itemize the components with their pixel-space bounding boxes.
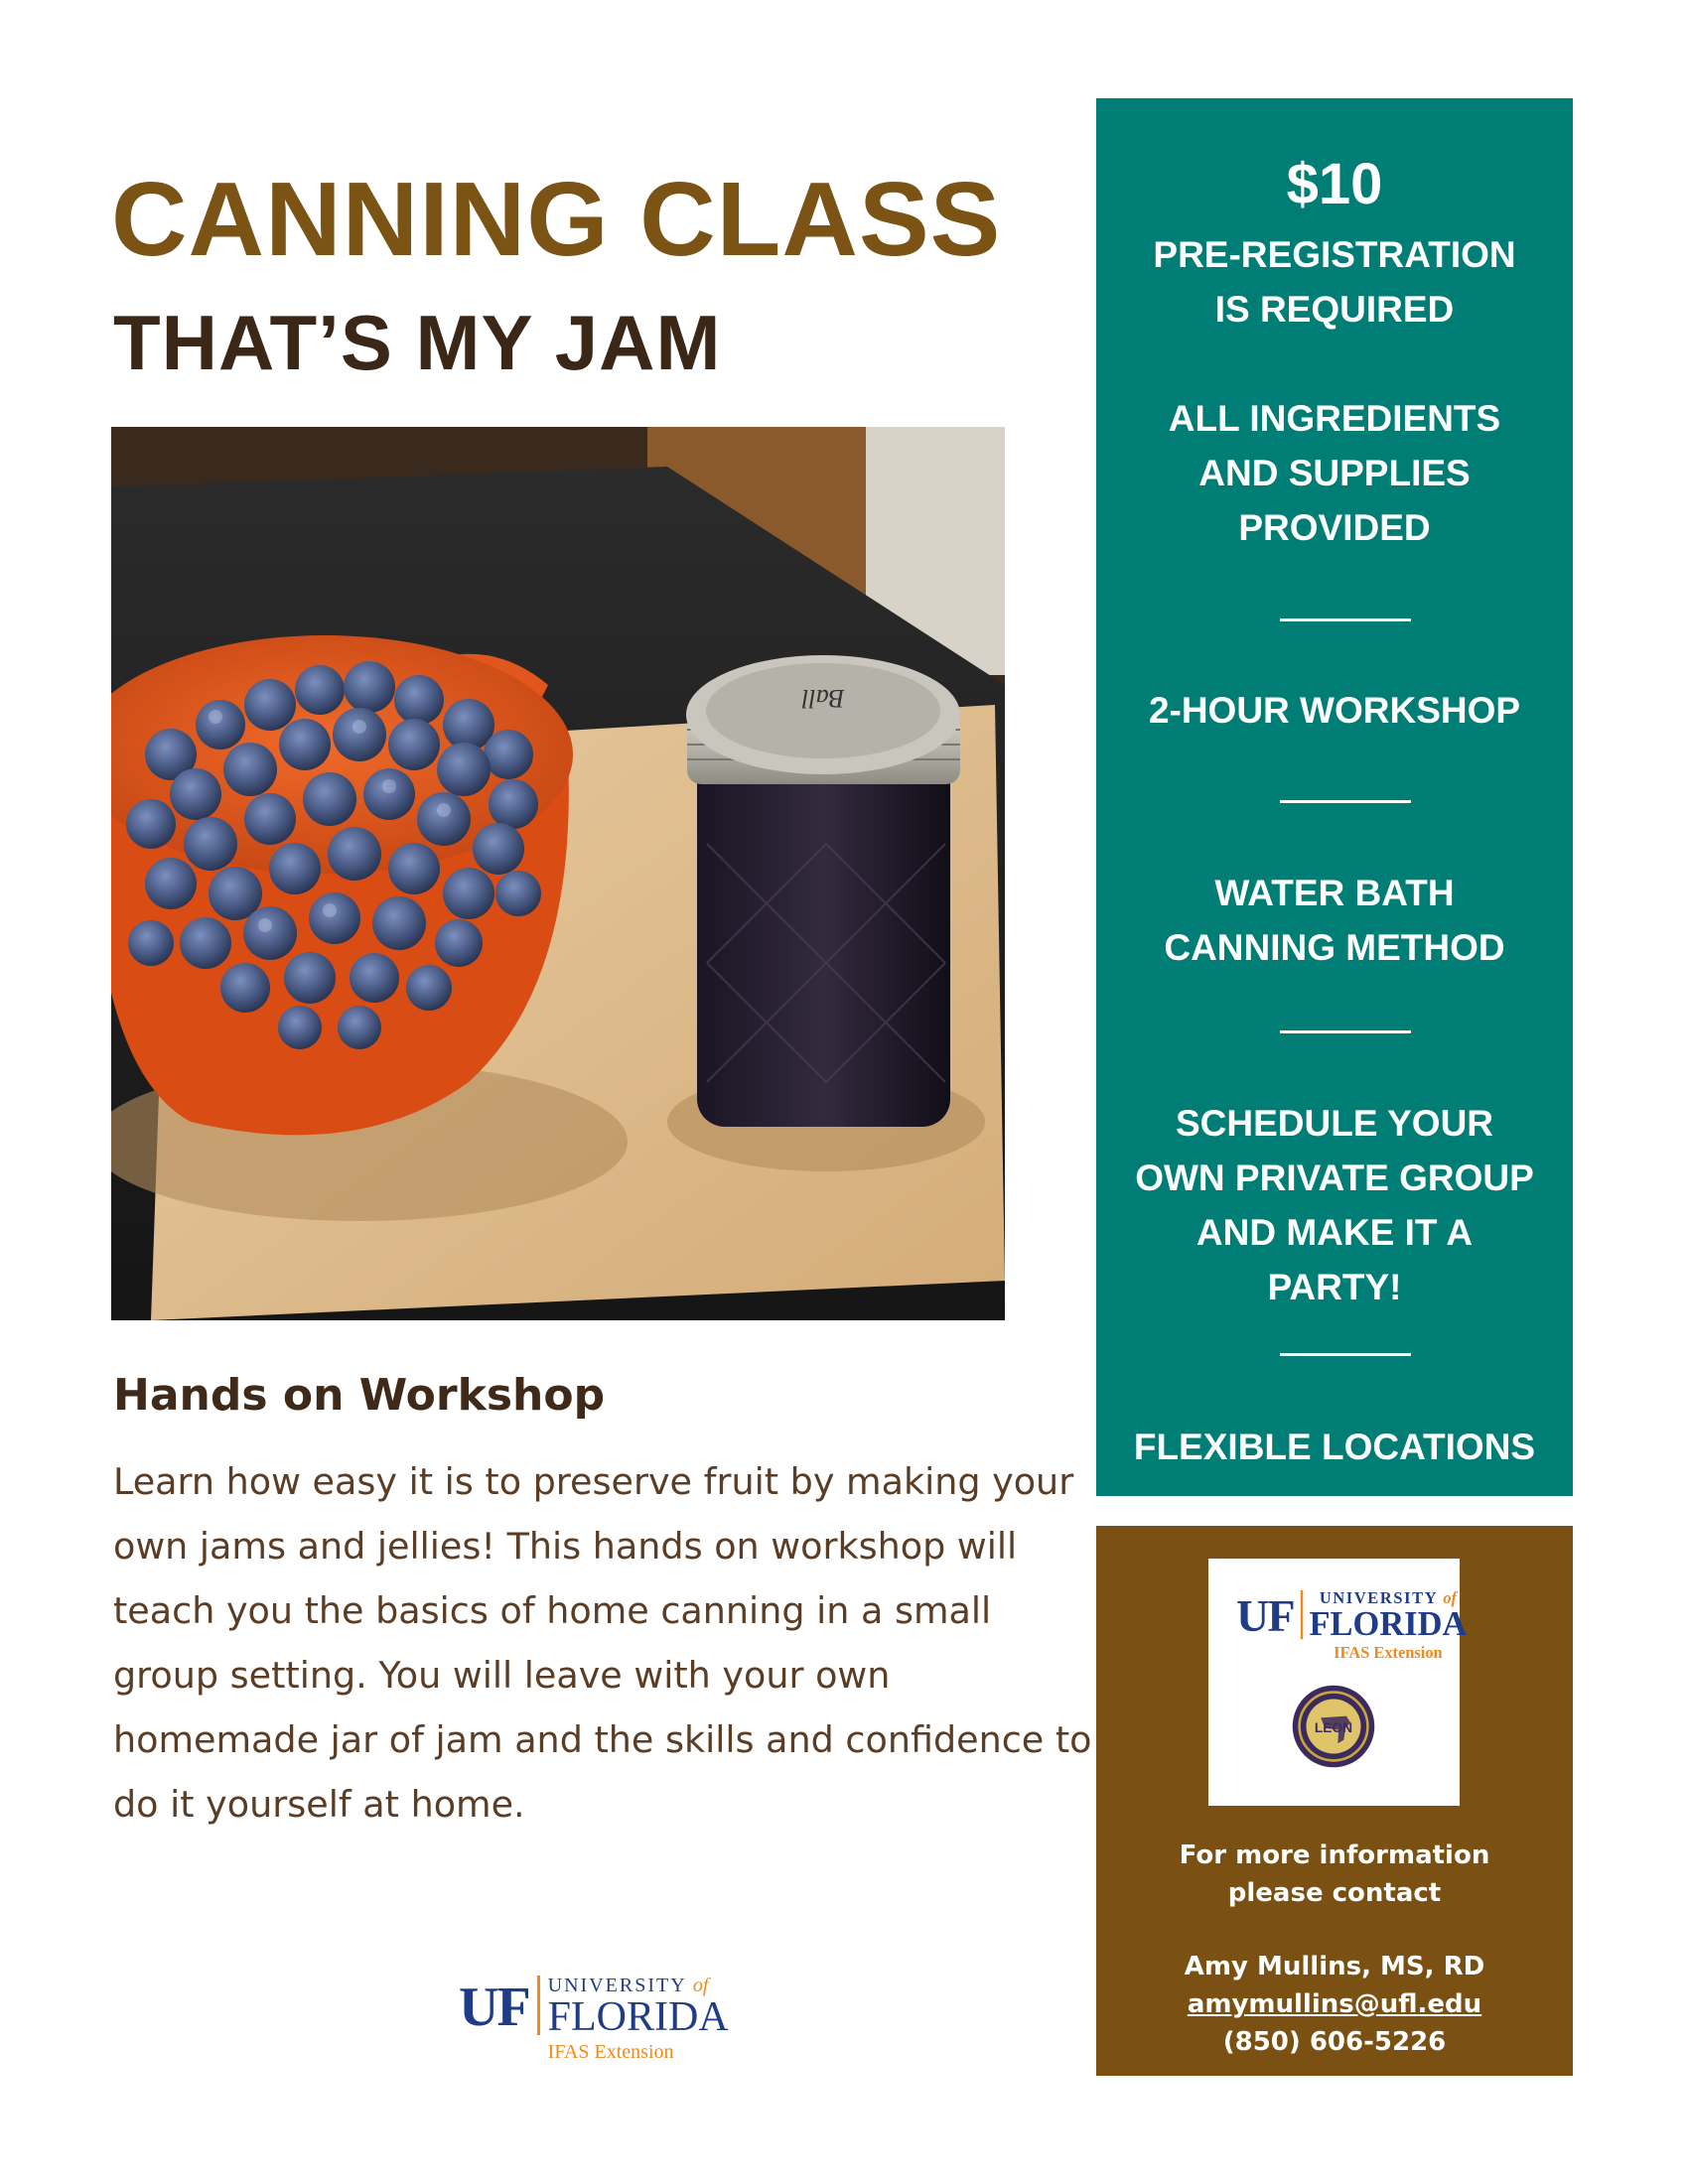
- private-group-line-3: AND MAKE IT A: [1196, 1212, 1474, 1253]
- jar-lid-text: Ball: [801, 684, 845, 713]
- details-panel: [1096, 98, 1573, 1496]
- contact-phone: (850) 606-5226: [1222, 2027, 1447, 2057]
- supplies-line-3: PROVIDED: [1238, 507, 1431, 548]
- uf-ifas-text: IFAS Extension: [547, 2041, 674, 2064]
- workshop-heading: Hands on Workshop: [113, 1370, 606, 1421]
- supplies-line-2: AND SUPPLIES: [1198, 453, 1471, 493]
- blueberry-jam-photo-art: [111, 427, 1005, 1320]
- page-title: CANNING CLASS: [111, 161, 1002, 278]
- uf-mark: UF: [459, 1976, 540, 2035]
- uf-university-text: UNIVERSITY: [547, 1975, 686, 1996]
- uf-of-text: of: [692, 1975, 709, 1996]
- contact-intro-line-1: For more information: [1179, 1841, 1490, 1870]
- duration: 2-HOUR WORKSHOP: [1148, 690, 1521, 731]
- contact-panel: [1096, 1526, 1573, 2076]
- private-group-line-1: SCHEDULE YOUR: [1175, 1103, 1494, 1144]
- leon-county-seal-icon: [1291, 1684, 1376, 1769]
- divider: [1280, 1030, 1411, 1033]
- supplies-line-1: ALL INGREDIENTS: [1168, 398, 1501, 439]
- contact-intro-line-2: please contact: [1227, 1878, 1442, 1908]
- uf-ifas-text: IFAS Extension: [1334, 1644, 1443, 1663]
- divider: [1280, 800, 1411, 803]
- contact-name: Amy Mullins, MS, RD: [1184, 1952, 1485, 1981]
- blueberry-jam-photo: [111, 427, 1005, 1320]
- uf-florida-text: FLORIDA: [1309, 1605, 1468, 1644]
- uf-of-text: of: [1443, 1589, 1458, 1608]
- leon-seal-text: LEON: [1314, 1720, 1353, 1736]
- registration-line-2: IS REQUIRED: [1214, 289, 1455, 330]
- page-subtitle: THAT’S MY JAM: [113, 299, 722, 386]
- uf-logo: [1236, 1590, 1467, 1662]
- uf-ifas-footer-logo: [459, 1976, 747, 2063]
- method-line-1: WATER BATH: [1214, 873, 1455, 913]
- uf-mark: UF: [1236, 1590, 1303, 1639]
- contact-email-link[interactable]: amymullins@ufl.edu: [1187, 1989, 1482, 2019]
- workshop-description: Learn how easy it is to preserve fruit by making your own jams and jellies! This hands on workshop will teach you the basics of home canning in a small group setting. You will leave with your own homemade jar of jam and the skills and confidence to do it yourself at home.: [113, 1460, 1092, 1826]
- uf-university-text: UNIVERSITY: [1319, 1589, 1438, 1608]
- private-group-line-4: PARTY!: [1267, 1267, 1402, 1307]
- partner-logos: [1208, 1559, 1468, 1806]
- divider: [1280, 1353, 1411, 1356]
- uf-florida-text: FLORIDA: [547, 1994, 729, 2040]
- method-line-2: CANNING METHOD: [1164, 927, 1505, 968]
- private-group-line-2: OWN PRIVATE GROUP: [1135, 1158, 1534, 1198]
- divider: [1280, 618, 1411, 621]
- locations: FLEXIBLE LOCATIONS: [1133, 1427, 1536, 1467]
- registration-line-1: PRE-REGISTRATION: [1153, 234, 1516, 275]
- uf-logo: [459, 1976, 747, 2063]
- price: $10: [1286, 152, 1383, 216]
